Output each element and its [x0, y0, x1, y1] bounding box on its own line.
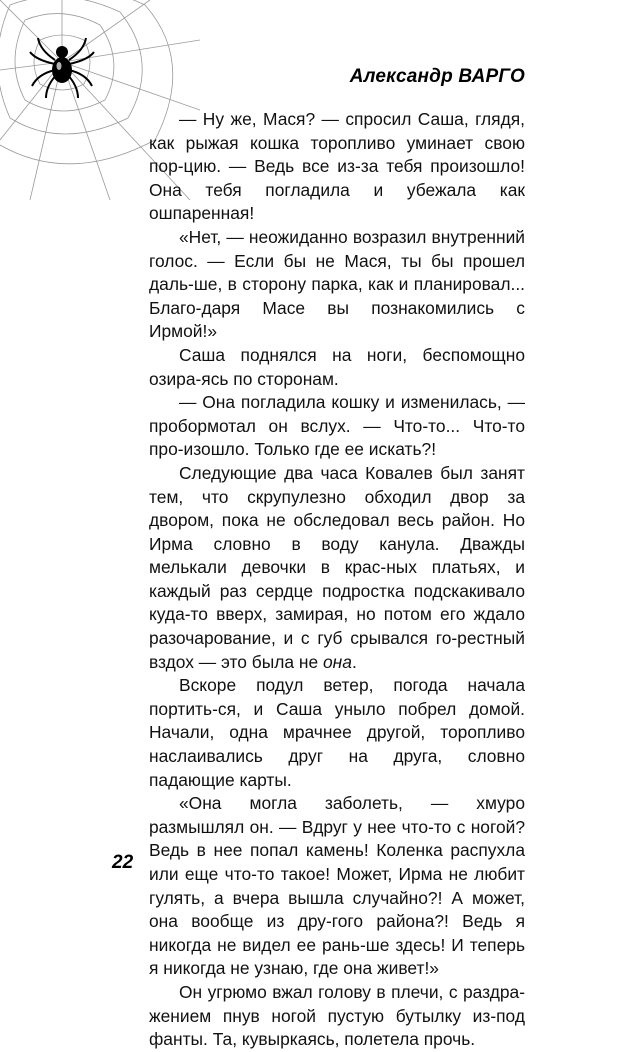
paragraph: — Она погладила кошку и изменилась, — пробормотал он вслух. — Что-то... Что-то про-изошло. Только где ее искать?!: [149, 392, 525, 460]
paragraph-text: Следующие два часа Ковалев был занят тем, что скрупулезно обходил двор за двором, пока не обследовал весь район. Но Ирма словно в воду канула. Дважды мелькали девочки в крас-ных платьях, и каждый раз сердце подростка подскакивало куда-то вверх, замирая, но потом его ждало разочарование, и с губ срывался го-рестный вздох — это была не: [149, 462, 525, 672]
body-text: [149, 108, 525, 1052]
paragraph-with-italic: [149, 462, 525, 674]
paragraph: Саша поднялся на ноги, беспомощно озира-ясь по сторонам.: [149, 344, 525, 389]
paragraph: — Ну же, Мася? — спросил Саша, глядя, как рыжая кошка торопливо уминает свою пор-цию. — Ведь все из-за тебя произошло! Она тебя погладила и убежала как ошпаренная!: [149, 109, 525, 224]
paragraph: Вскоре подул ветер, погода начала портить-ся, и Саша уныло побрел домой. Начали, одна мрачнее другой, торопливо наслаивались друг на друга, словно падающие карты.: [149, 675, 525, 790]
paragraph: Он угрюмо вжал голову в плечи, с раздра-жением пнув ногой пустую бутылку из-под фанты. Та, кувыркаясь, полетела прочь.: [149, 981, 525, 1050]
page-number: 22: [112, 852, 134, 873]
running-header-author: Александр ВАРГО: [349, 66, 525, 87]
spider-icon: [30, 38, 94, 98]
italic-word: она: [323, 651, 352, 672]
italic-tail: .: [351, 651, 357, 672]
paragraph: «Нет, — неожиданно возразил внутренний голос. — Если бы не Мася, ты бы прошел даль-ше, в сторону парка, как и планировал... Благо-даря Масе вы познакомились с Ирмой!»: [149, 226, 525, 342]
paragraph: «Она могла заболеть, — хмуро размышлял он. — Вдруг у нее что-то с ногой? Ведь в нее попал камень! Коленка распухла или еще что-то такое! Может, Ирма не любит гулять, а вчера вышла случайно?! А может, она вообще из дру-гого района?! Ведь я никогда не видел ее рань-ше здесь! И теперь я никогда не узнаю, где она живет!»: [149, 793, 525, 979]
